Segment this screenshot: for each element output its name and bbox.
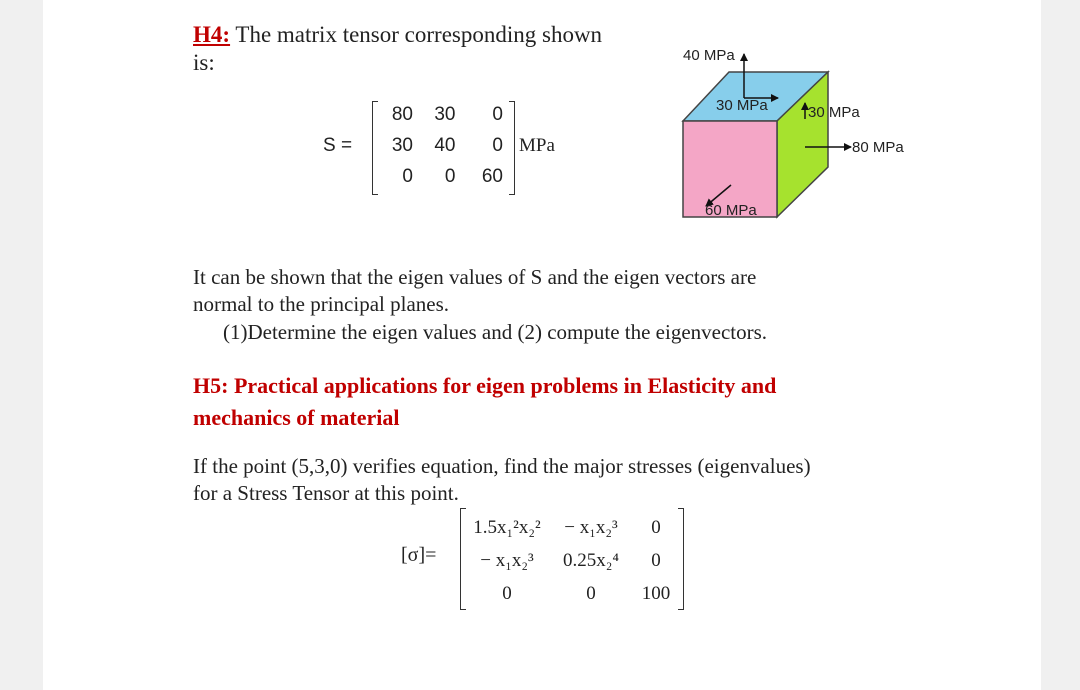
matrix-s-cell: 80 [391, 104, 413, 125]
matrix-s-cell: 0 [492, 104, 503, 125]
h4-text-line2: is: [193, 50, 215, 75]
matrix-s-cell: 60 [481, 166, 503, 187]
sigma-cell: 0 [586, 582, 596, 604]
sigma-cell: 1.5x₁²x₂² [473, 516, 541, 538]
label-80mpa: 80 MPa [852, 139, 904, 156]
sigma-label: [σ]= [401, 544, 437, 566]
document-page [43, 0, 1041, 690]
matrix-s-cell: 0 [444, 166, 456, 187]
sigma-cell: 100 [641, 582, 671, 604]
sigma-row [466, 511, 678, 544]
paragraph-line1: It can be shown that the eigen values of S and the eigen vectors are [193, 265, 757, 289]
paragraph-line2: normal to the principal planes. [193, 292, 450, 316]
sigma-cell: 0 [651, 516, 661, 538]
matrix-s-cell: 0 [492, 135, 503, 156]
sigma-cell: 0 [651, 549, 661, 571]
matrix-s-label: S = [323, 135, 353, 156]
matrix-s-unit: MPa [519, 135, 555, 156]
h4-heading [193, 22, 602, 48]
matrix-s-left-bracket [372, 101, 378, 195]
label-top-30mpa: 30 MPa [716, 97, 768, 114]
sigma-row [466, 577, 678, 610]
matrix-s-cell: 30 [391, 135, 413, 156]
matrix-s-row [383, 135, 503, 166]
matrix-s-cell: 0 [402, 166, 413, 187]
sigma-cell: 0 [502, 582, 512, 604]
matrix-s-right-bracket [509, 101, 515, 195]
matrix-s-row [383, 166, 503, 197]
sigma-right-bracket [678, 508, 684, 610]
sigma-cell: − x₁x₂³ [480, 549, 534, 571]
h5-text-line1: If the point (5,3,0) verifies equation, find the major stresses (eigenvalues) [193, 454, 811, 478]
sigma-row [466, 544, 678, 577]
label-side-30mpa: 30 MPa [808, 104, 860, 121]
label-60mpa: 60 MPa [705, 202, 757, 219]
label-40mpa: 40 MPa [683, 47, 735, 64]
h5-title-line1: H5: Practical applications for eigen problems in Elasticity and [193, 373, 777, 398]
sigma-cell: − x₁x₂³ [564, 516, 618, 538]
h5-text-line2: for a Stress Tensor at this point. [193, 481, 459, 505]
matrix-s-row [383, 104, 503, 135]
paragraph-line3: (1)Determine the eigen values and (2) compute the eigenvectors. [223, 320, 768, 344]
h4-text-line1: The matrix tensor corresponding shown [235, 22, 603, 47]
matrix-s-cell: 30 [434, 104, 456, 125]
h5-title-line2: mechanics of material [193, 405, 400, 430]
sigma-cell: 0.25x₂⁴ [563, 549, 619, 571]
matrix-s [383, 104, 503, 197]
h4-label: H4: [193, 22, 231, 47]
matrix-s-cell: 40 [434, 135, 456, 156]
sigma-matrix [466, 511, 678, 610]
stress-cube-diagram [663, 30, 963, 230]
